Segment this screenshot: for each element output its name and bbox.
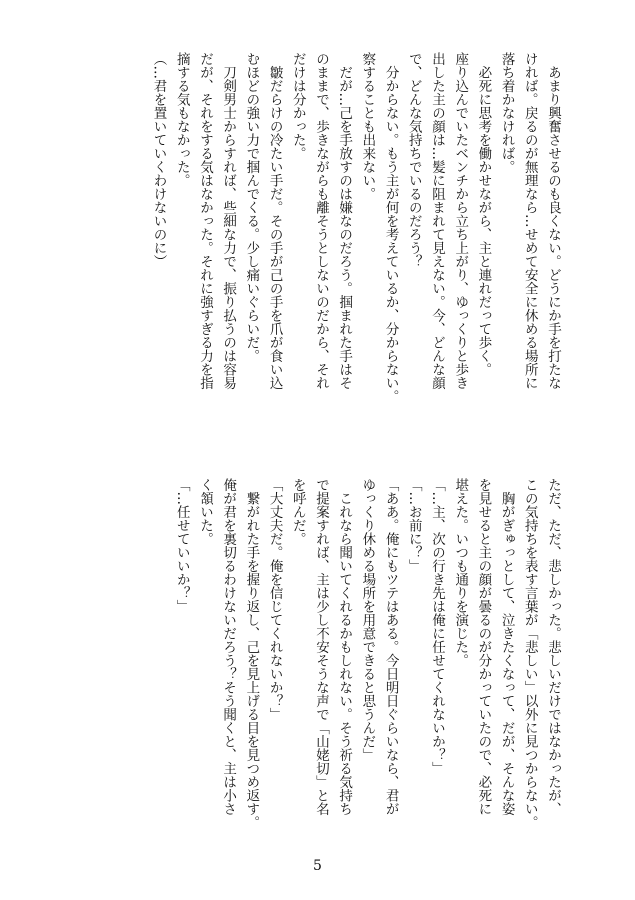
paragraph: 「…任せていいか？」: [173, 478, 190, 613]
paragraph: だが…己を手放すのは嫌なのだろう。掴まれた手はそ のままで、歩きながらも離そうとしないのだから、それ だけは分かった。: [289, 52, 353, 390]
paragraph: あまり興奮させるのも良くない。どうにか手を打たな ければ。戻るのが無理なら…せめて安全に休める場所に 落ち着かなければ。: [498, 52, 561, 390]
paragraph: 皺だらけの冷たい手だ。その手が己の手を爪が食い込 むほどの強い力で掴んでくる。少し痛いぐらいだ。: [243, 52, 283, 390]
paragraph: 必死に思考を働かせながら、主と連れだって歩く。 座り込んでいたベンチから立ち上がり、ゆっくりと歩き 出した主の顔は…髪に阻まれて見えない。今、どんな顔 で、どんな気持ちでいるのだろう？: [405, 52, 492, 390]
paragraph: （…君を置いていくわけないのに）: [150, 52, 167, 268]
bottom-text-block: [72, 478, 564, 842]
paragraph: 分からない。もう主が何を考えているか、分からない。 察することも出来ない。: [359, 52, 399, 403]
page-number: 5: [313, 858, 322, 874]
paragraph: 刀剣男士からすれば、些細な力で、振り払うのは容易 だが、それをする気はなかった。それに強すぎる力を指 摘する気もなかった。: [173, 52, 237, 390]
paragraph: 胸がぎゅっとして、泣きたくなって、だが、そんな姿 を見せると主の顔が曇るのが分かっていたので、必死に 堪えた。いつも通りを演じた。: [452, 478, 515, 816]
paragraph: 繋がれた手を握り返し、己を見上げる目を見つめ返す。 俺が君を裏切るわけないだろう？そう聞くと、主は小さ く頷いた。: [196, 478, 260, 829]
paragraph: ただ、ただ、悲しかった。悲しいだけではなかったが、 この気持ちを表す言葉が「悲しい」以外に見つからない。: [521, 478, 561, 829]
top-text-block: [72, 52, 564, 422]
paragraph: 「大丈夫だ。俺を信じてくれないか？」: [266, 478, 283, 721]
paragraph: 「…主、次の行き先は俺に任せてくれないか？」 「…お前に？」 「ああ。俺にもツテはある。今日明日ぐらいなら、君が ゆっくり休める場所を用意できると思うんだ」: [359, 478, 445, 816]
paragraph: これなら聞いてくれるかもしれない。そう祈る気持ち で提案すれば、主は少し不安そうな声で「山姥切」と名 を呼んだ。: [289, 478, 353, 816]
